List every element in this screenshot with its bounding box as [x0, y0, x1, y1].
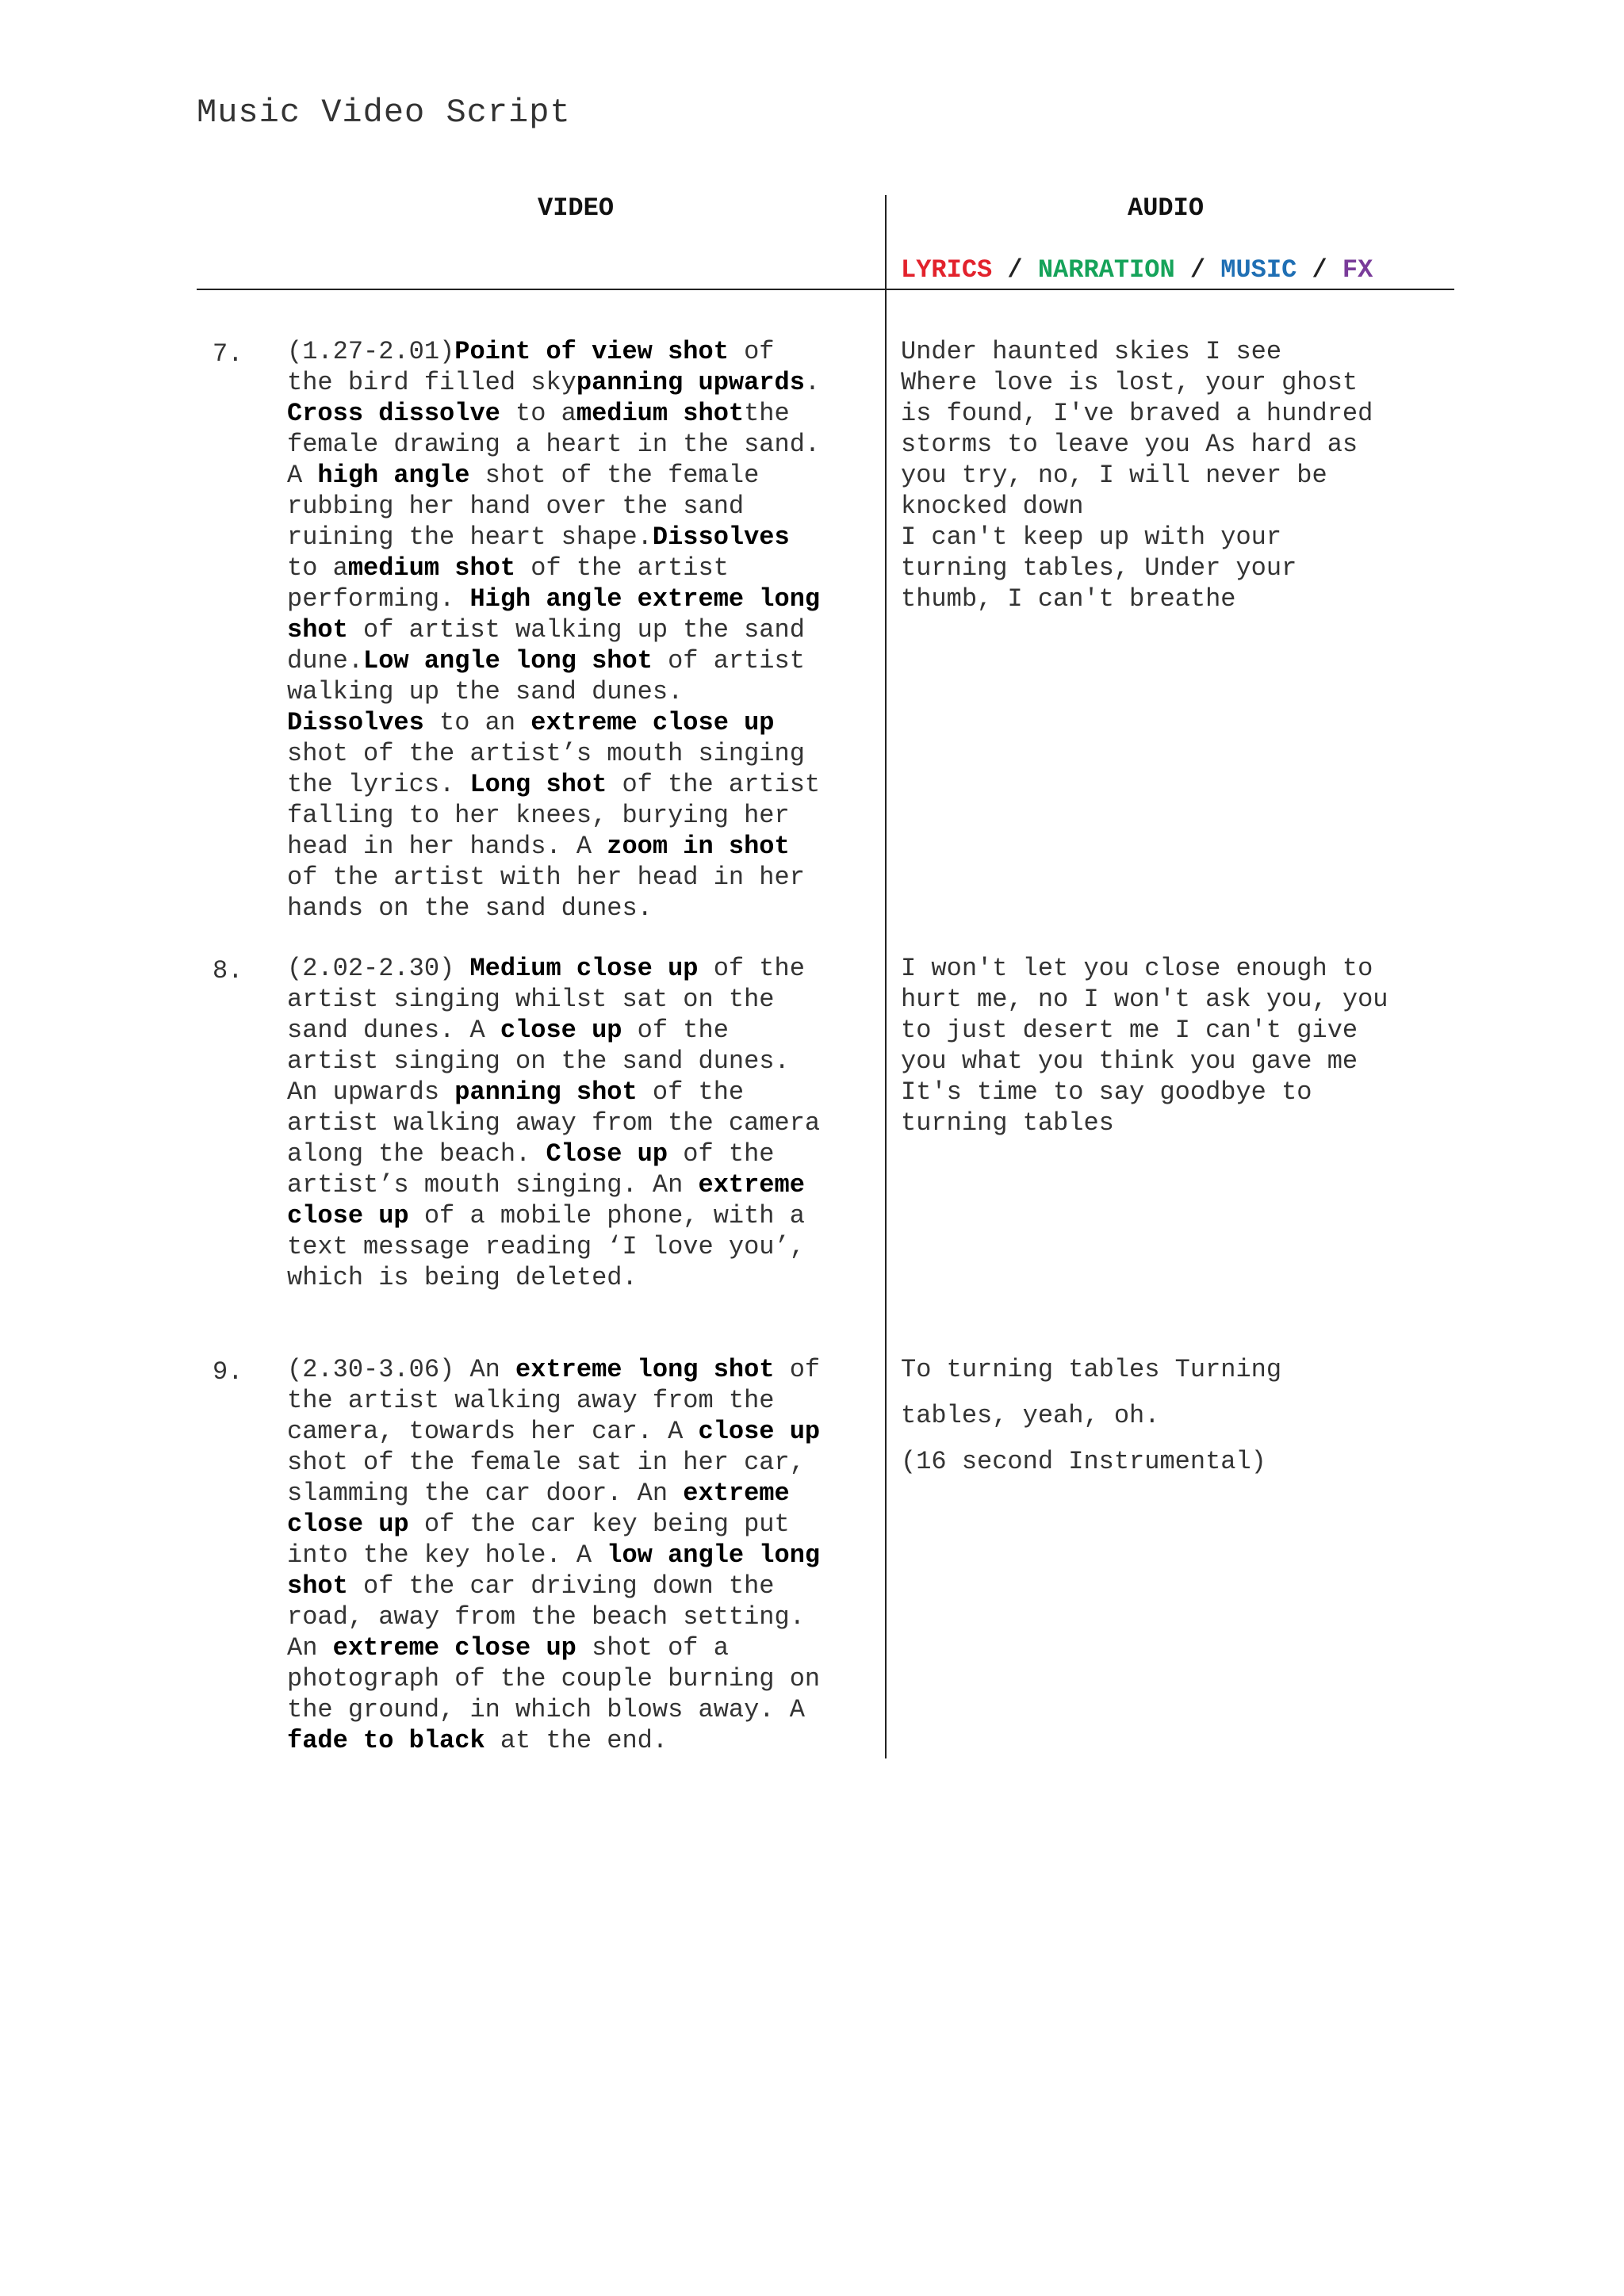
video-line — [287, 614, 874, 645]
shot-term: extreme close up — [530, 708, 775, 737]
video-line — [287, 1108, 874, 1138]
video-line — [287, 1231, 874, 1262]
video-line — [287, 1354, 874, 1385]
video-line — [287, 1663, 874, 1694]
legend-music: MUSIC — [1220, 255, 1297, 285]
video-text-run: of the — [668, 1139, 775, 1169]
audio-line: you try, no, I will never be — [901, 461, 1327, 490]
video-text-run: the artist walking away from the — [287, 1386, 775, 1415]
shot-term: close up — [287, 1510, 409, 1539]
video-text-run: text message reading ‘I love you’, — [287, 1232, 805, 1261]
video-text-run: of the artist with her head in her — [287, 863, 805, 892]
video-text-run: female drawing a heart in the sand. — [287, 430, 821, 459]
shot-term: Medium close up — [469, 954, 699, 983]
shot-term: Dissolves — [652, 522, 790, 552]
video-text-run: of — [774, 1355, 821, 1384]
video-line — [287, 336, 874, 367]
document-title: Music Video Script — [197, 94, 571, 132]
video-line — [287, 862, 874, 893]
video-text-run: to an — [423, 708, 531, 737]
video-line — [287, 1138, 874, 1169]
video-line — [287, 1077, 874, 1108]
video-text-run: camera, towards her car. A — [287, 1417, 699, 1446]
scene-audio-lyrics — [901, 1354, 1456, 1492]
video-text-run: of a mobile phone, with a — [408, 1201, 805, 1230]
video-line — [287, 1262, 874, 1293]
shot-term: Close up — [546, 1139, 668, 1169]
scene-video-description — [287, 953, 874, 1293]
shot-term: extreme close up — [332, 1633, 576, 1663]
audio-line: To turning tables Turning — [901, 1355, 1282, 1384]
video-text-run: of the artist — [607, 770, 821, 799]
video-text-run: dune. — [287, 646, 364, 675]
video-text-run: artist’s mouth singing. An — [287, 1170, 699, 1200]
video-text-run: shot of the artist’s mouth singing — [287, 739, 805, 768]
video-text-run: performing. — [287, 584, 470, 614]
video-text-run: which is being deleted. — [287, 1263, 638, 1292]
shot-term: extreme long shot — [515, 1355, 775, 1384]
audio-line: turning tables — [901, 1108, 1114, 1138]
video-line — [287, 522, 874, 553]
video-text-run: the bird filled sky — [287, 368, 576, 397]
video-text-run: of the — [637, 1077, 745, 1107]
video-text-run: of artist — [652, 646, 805, 675]
legend-separator: / — [1174, 255, 1221, 285]
video-line — [287, 953, 874, 984]
video-text-run: falling to her knees, burying her — [287, 801, 790, 830]
video-text-run: the ground, in which blows away. A — [287, 1695, 805, 1724]
video-text-run: (1.27-2.01) — [287, 337, 455, 366]
video-text-run: head in her hands. A — [287, 832, 607, 861]
scene-number: 9. — [213, 1357, 243, 1387]
video-text-run: slamming the car door. An — [287, 1479, 684, 1508]
video-line — [287, 584, 874, 614]
video-line — [287, 1416, 874, 1447]
video-line — [287, 707, 874, 738]
audio-line: is found, I've braved a hundred — [901, 399, 1373, 428]
video-text-run: to a — [287, 553, 348, 583]
scene-video-description — [287, 336, 874, 924]
video-text-run: of the — [622, 1016, 729, 1045]
video-line — [287, 1571, 874, 1601]
video-text-run: A — [287, 461, 318, 490]
shot-term: medium shot — [347, 553, 516, 583]
video-text-run: rubbing her hand over the sand — [287, 492, 745, 521]
video-text-run: ruining the heart shape. — [287, 522, 653, 552]
video-line — [287, 1385, 874, 1416]
video-line — [287, 1447, 874, 1478]
audio-line: (16 second Instrumental) — [901, 1447, 1266, 1476]
video-text-run: artist walking away from the camera — [287, 1108, 821, 1138]
scene-audio-lyrics — [901, 953, 1456, 1138]
video-line — [287, 893, 874, 924]
video-line — [287, 1015, 874, 1046]
legend-separator: / — [992, 255, 1038, 285]
video-line — [287, 645, 874, 676]
video-text-run: along the beach. — [287, 1139, 546, 1169]
shot-term: medium shot — [576, 399, 745, 428]
video-text-run: An — [287, 1633, 333, 1663]
video-line — [287, 831, 874, 862]
video-line — [287, 1478, 874, 1509]
shot-term: close up — [287, 1201, 409, 1230]
video-text-run: (2.30-3.06) An — [287, 1355, 516, 1384]
shot-term: shot — [287, 615, 348, 645]
video-text-run: road, away from the beach setting. — [287, 1602, 805, 1632]
audio-line: Under haunted skies I see — [901, 337, 1282, 366]
video-line — [287, 1601, 874, 1632]
video-line — [287, 367, 874, 398]
shot-term: low angle long — [607, 1540, 821, 1570]
video-line — [287, 1046, 874, 1077]
shot-term: close up — [500, 1016, 622, 1045]
shot-term: fade to black — [287, 1726, 485, 1755]
shot-term: extreme — [683, 1479, 790, 1508]
video-text-run: An upwards — [287, 1077, 455, 1107]
video-line — [287, 738, 874, 769]
video-text-run: at the end. — [485, 1726, 668, 1755]
video-text-run: shot of the female sat in her car, — [287, 1448, 805, 1477]
legend-fx: FX — [1342, 255, 1373, 285]
audio-line: I won't let you close enough to — [901, 954, 1373, 983]
legend-lyrics: LYRICS — [901, 255, 993, 285]
video-text-run: photograph of the couple burning on — [287, 1664, 821, 1693]
video-line — [287, 676, 874, 707]
scene-number: 7. — [213, 339, 243, 369]
video-text-run: artist singing whilst sat on the — [287, 985, 775, 1014]
shot-term: Cross dissolve — [287, 399, 500, 428]
video-text-run: of artist walking up the sand — [347, 615, 805, 645]
shot-term: panning shot — [454, 1077, 638, 1107]
audio-line: storms to leave you As hard as — [901, 430, 1358, 459]
video-text-run: of — [728, 337, 775, 366]
shot-term: Point of view shot — [454, 337, 729, 366]
video-text-run: of the car key being put — [408, 1510, 790, 1539]
shot-term: Low angle long shot — [363, 646, 653, 675]
video-line — [287, 429, 874, 460]
video-text-run: into the key hole. A — [287, 1540, 607, 1570]
column-divider — [885, 195, 887, 1758]
audio-line: turning tables, Under your — [901, 553, 1297, 583]
legend-narration: NARRATION — [1037, 255, 1175, 285]
video-line — [287, 398, 874, 429]
video-text-run: the lyrics. — [287, 770, 470, 799]
video-text-run: to a — [500, 399, 576, 428]
video-line — [287, 769, 874, 800]
video-line — [287, 1694, 874, 1725]
video-line — [287, 1632, 874, 1663]
video-line — [287, 460, 874, 491]
video-line — [287, 984, 874, 1015]
video-text-run: sand dunes. A — [287, 1016, 500, 1045]
video-line — [287, 1540, 874, 1571]
video-line — [287, 1725, 874, 1756]
video-column-header: VIDEO — [538, 193, 615, 223]
audio-line: It's time to say goodbye to — [901, 1077, 1312, 1107]
video-text-run: (2.02-2.30) — [287, 954, 470, 983]
shot-term: shot — [287, 1571, 348, 1601]
header-divider — [197, 289, 1454, 290]
audio-line: to just desert me I can't give — [901, 1016, 1358, 1045]
video-text-run: shot of a — [576, 1633, 729, 1663]
scene-audio-lyrics — [901, 336, 1456, 614]
video-text-run: shot of the female — [469, 461, 760, 490]
video-line — [287, 1200, 874, 1231]
shot-term: panning upwards — [576, 368, 805, 397]
scene-video-description — [287, 1354, 874, 1756]
video-line — [287, 491, 874, 522]
audio-column-header: AUDIO — [1128, 193, 1205, 223]
video-text-run: of the car driving down the — [347, 1571, 775, 1601]
audio-line: thumb, I can't breathe — [901, 584, 1236, 614]
video-text-run: walking up the sand dunes. — [287, 677, 684, 706]
audio-line: knocked down — [901, 492, 1084, 521]
video-text-run: of the — [698, 954, 805, 983]
audio-line: hurt me, no I won't ask you, you — [901, 985, 1388, 1014]
audio-type-legend — [901, 255, 1373, 285]
audio-line: Where love is lost, your ghost — [901, 368, 1358, 397]
shot-term: close up — [698, 1417, 821, 1446]
shot-term: extreme — [698, 1170, 805, 1200]
video-line — [287, 1169, 874, 1200]
video-line — [287, 1509, 874, 1540]
video-text-run: artist singing on the sand dunes. — [287, 1047, 790, 1076]
video-text-run: the — [744, 399, 790, 428]
scene-number: 8. — [213, 956, 243, 985]
video-text-run: . — [804, 368, 821, 397]
shot-term: Dissolves — [287, 708, 424, 737]
audio-line: tables, yeah, oh. — [901, 1401, 1160, 1430]
video-line — [287, 553, 874, 584]
audio-line: I can't keep up with your — [901, 522, 1282, 552]
video-line — [287, 800, 874, 831]
legend-separator: / — [1297, 255, 1342, 285]
video-text-run: of the artist — [515, 553, 729, 583]
shot-term: Long shot — [469, 770, 607, 799]
video-text-run: hands on the sand dunes. — [287, 894, 653, 923]
shot-term: high angle — [317, 461, 470, 490]
shot-term: High angle extreme long — [469, 584, 821, 614]
shot-term: zoom in shot — [607, 832, 790, 861]
audio-line: you what you think you gave me — [901, 1047, 1358, 1076]
